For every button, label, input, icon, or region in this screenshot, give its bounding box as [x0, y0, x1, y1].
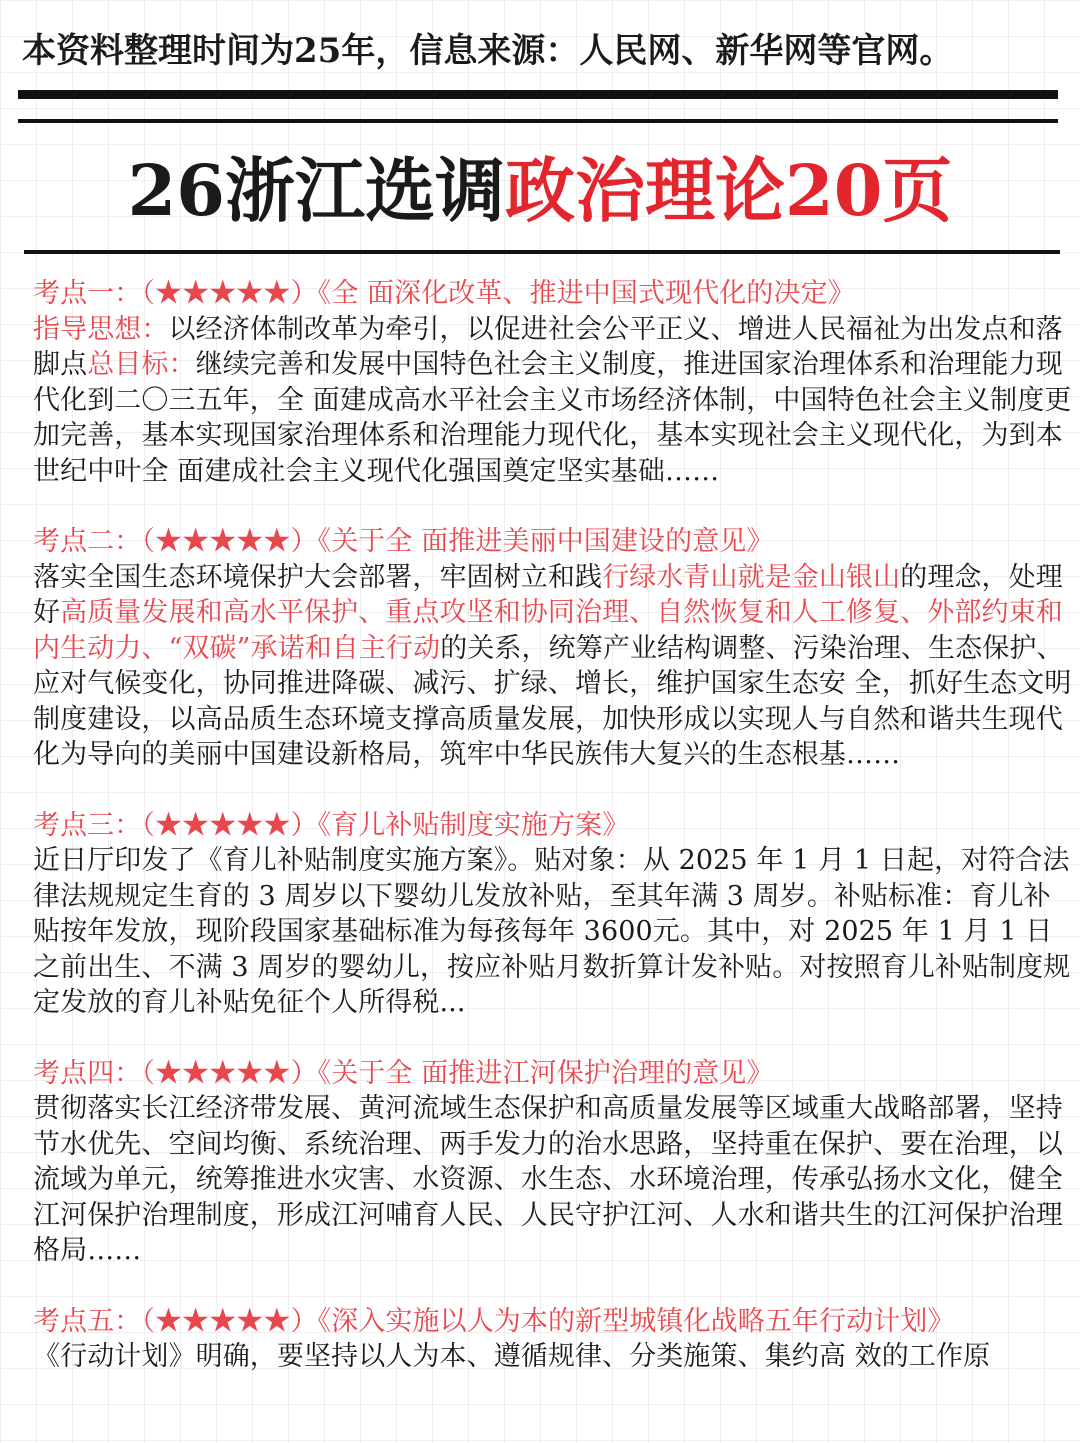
document-title: 《深入实施以人为本的新型城镇化战略五年行动计划》: [317, 1305, 955, 1337]
point-label: 考点一：: [33, 278, 142, 309]
star-rating: （★★★★★）: [141, 809, 318, 841]
section-body: [33, 312, 1073, 490]
document-title: 《全 面深化改革、推进中国式现代化的决定》: [317, 278, 855, 309]
document-title: 《关于全 面推进江河保护治理的意见》: [317, 1057, 774, 1089]
section-body: 《行动计划》明确，要坚持以人为本、遵循规律、分类施策、集约高 效的工作原: [33, 1341, 991, 1372]
divider-thick: [18, 90, 1058, 99]
document-title: 《关于全 面推进美丽中国建设的意见》: [317, 526, 774, 557]
section-point-5: [33, 1304, 1073, 1375]
page-title: [0, 146, 1080, 236]
section-body: 贯彻落实长江经济带发展、黄河流域生态保护和高质量发展等区域重大战略部署，坚持节水优先、空间均衡、系统治理、两手发力的治水思路，坚持重在保护、要在治理，以流域为单元，统筹推进水灾害、水资源、水生态、水环境治理，传承弘扬水文化，健全江河保护治理制度，形成江河哺育人民、人民守护江河、人水和谐共生的江河保护治理格局……: [33, 1093, 1063, 1266]
section-point-4: [33, 1056, 1073, 1269]
section-heading: [33, 808, 1073, 844]
highlight-text: 高质量发展和高水平保护、重点攻坚和协同治理、自然恢复和人工修复、外部约束和内生动力、“双碳”承诺和自主行动: [33, 597, 1063, 664]
title-black-part: 26浙江选调: [127, 149, 505, 232]
content-body: [33, 276, 1073, 1410]
section-point-3: [33, 808, 1073, 1021]
section-heading: [33, 524, 1073, 560]
section-heading: [33, 276, 1073, 312]
lead-label: 总目标：: [87, 349, 196, 380]
section-body: 近日厅印发了《育儿补贴制度实施方案》。贴对象：从 2025 年 1 月 1 日起，对符合法律法规规定生育的 3 周岁以下婴幼儿发放补贴，至其年满 3 周岁。补贴标准：育儿补贴按年发放，现阶段国家基础标准为每孩每年 3600元。其中，对 2025 年 1 月 1 日之前出生、不满 3 周岁的婴幼儿，按应补贴月数折算计发补贴。对按照育儿补贴制度规定发放的育儿补贴免征个人所得税...: [33, 845, 1071, 1018]
body-text: 的理念，处理好: [33, 561, 1063, 628]
section-point-1: [33, 276, 1073, 489]
star-rating: （★★★★★）: [141, 1305, 318, 1337]
section-heading: [33, 1056, 1073, 1092]
point-label: 考点四：: [33, 1057, 142, 1089]
divider-thin: [18, 119, 1058, 123]
star-rating: （★★★★★）: [141, 526, 318, 557]
point-label: 考点三：: [33, 809, 142, 841]
document-title: 《育儿补贴制度实施方案》: [317, 809, 630, 841]
section-body: [33, 560, 1073, 773]
star-rating: （★★★★★）: [141, 1057, 318, 1089]
body-text: 落实全国生态环境保护大会部署，牢固树立和践: [33, 561, 603, 593]
star-rating: （★★★★★）: [141, 278, 318, 309]
body-text: 的关系，统筹产业结构调整、污染治理、生态保护、应对气候变化，协同推进降碳、减污、扩绿、增长，维护国家生态安 全，抓好生态文明制度建设，以高品质生态环境支撑高质量发展，加快形成以实现人与自然和谐共生现代化为导向的美丽中国建设新格局，筑牢中华民族伟大复兴的生态根基……: [33, 632, 1072, 770]
source-note: 本资料整理时间为25年，信息来源：人民网、新华网等官网。: [22, 31, 954, 71]
highlight-text: 行绿水青山就是金山银山: [602, 561, 901, 593]
section-heading: [33, 1304, 1073, 1340]
title-red-part: 政治理论20页: [505, 149, 953, 232]
divider-title: [24, 250, 1060, 254]
point-label: 考点五：: [33, 1305, 142, 1337]
section-point-2: [33, 524, 1073, 773]
body-text: 以经济体制改革为牵引，以促进社会公平正义、增进人民福祉为出发点和落脚点: [33, 313, 1063, 380]
body-text: 继续完善和发展中国特色社会主义制度，推进国家治理体系和治理能力现代化到二〇三五年，全 面建成高水平社会主义市场经济体制，中国特色社会主义制度更加完善，基本实现国家治理体系和治理能力现代化，基本实现社会主义现代化，为到本世纪中叶全 面建成社会主义现代化强国奠定坚实基础……: [33, 349, 1072, 487]
point-label: 考点二：: [33, 526, 142, 557]
lead-label: 指导思想：: [33, 313, 169, 345]
